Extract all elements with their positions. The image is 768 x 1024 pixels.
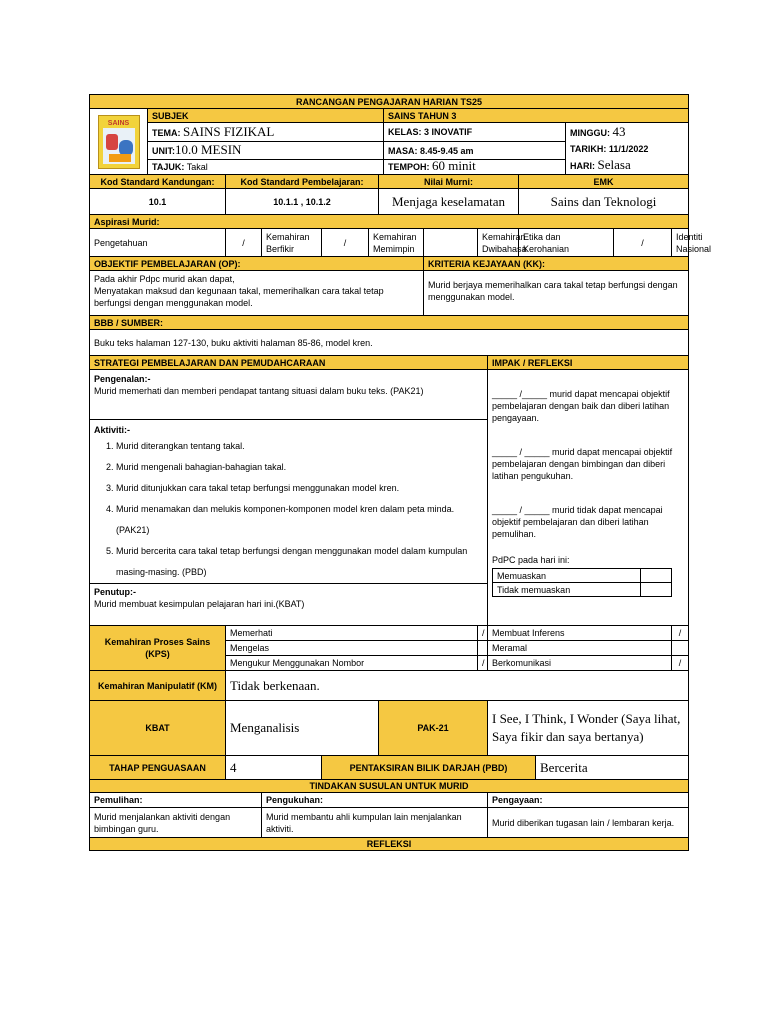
penutup-text: Murid membuat kesimpulan pelajaran hari ini.(KBAT) <box>94 599 305 609</box>
tempoh-label: TEMPOH: <box>388 162 430 173</box>
unit-value: 10.0 MESIN <box>175 142 242 158</box>
masa-cell <box>384 142 566 159</box>
minggu-value: 43 <box>612 124 626 139</box>
impak-p3: _____ / _____ murid tidak dapat mencapai objektif pembelajaran dan diberi latihan pemulihan. <box>492 505 663 539</box>
tidak-memuaskan-checkbox[interactable] <box>641 583 672 597</box>
tarikh-value: 11/1/2022 <box>608 144 649 154</box>
tema-label: TEMA: <box>152 127 181 138</box>
nilai-value: Menjaga keselamatan <box>379 189 519 215</box>
aspirasi-item-3: Kemahiran Dwibahasa <box>478 229 519 257</box>
logo-figure-orange <box>109 154 131 162</box>
bbb-label: BBB / SUMBER: <box>90 316 689 330</box>
ksp-label: Kod Standard Pembelajaran: <box>226 175 379 189</box>
pak21-label: PAK-21 <box>379 701 488 756</box>
tempoh-cell <box>384 159 566 174</box>
pak21-value: I See, I Think, I Wonder (Saya lihat, Saya fikir dan saya bertanya) <box>488 701 689 756</box>
subjek-label: SUBJEK <box>148 109 384 123</box>
tema-cell <box>148 123 384 142</box>
sains-book-logo <box>98 115 140 169</box>
aspirasi-mark-4: / <box>614 229 672 257</box>
hari-value: Selasa <box>597 157 631 172</box>
tema-value: SAINS FIZIKAL <box>183 123 275 139</box>
objektif-line2: Menyatakan maksud dan kegunaan takal, memerihalkan cara takal tetap berfungsi dengan menggunakan model. <box>94 286 384 308</box>
pengenalan-cell <box>90 370 488 420</box>
logo-cell <box>90 109 148 175</box>
penutup-cell <box>90 584 488 626</box>
memuaskan-label: Memuaskan <box>493 569 641 583</box>
lesson-plan-table <box>89 94 712 851</box>
aspirasi-mark-0: / <box>226 229 262 257</box>
pengayaan-text: Murid diberikan tugasan lain / lembaran kerja. <box>488 808 689 838</box>
tahap-label: TAHAP PENGUASAAN <box>90 756 226 780</box>
aspirasi-label: Aspirasi Murid: <box>90 215 689 229</box>
km-value: Tidak berkenaan. <box>226 671 689 701</box>
kps-mark-3 <box>672 641 689 656</box>
kps-item-0: Memerhati <box>226 626 478 641</box>
objektif-line1: Pada akhir Pdpc murid akan dapat, <box>94 274 235 284</box>
kelas-cell <box>384 123 566 142</box>
kps-item-2: Mengelas <box>226 641 478 656</box>
objektif-cell <box>90 271 424 316</box>
objektif-label: OBJEKTIF PEMBELAJARAN (OP): <box>90 257 424 271</box>
aktiviti-item: 4. Murid menamakan dan melukis komponen-komponen model kren dalam peta minda. (PAK21) <box>116 499 483 541</box>
minggu-label: MINGGU: <box>570 128 610 138</box>
aspirasi-item-2: Kemahiran Memimpin <box>369 229 424 257</box>
kps-mark-4: / <box>478 656 488 671</box>
emk-label: EMK <box>519 175 689 189</box>
bbb-text: Buku teks halaman 127-130, buku aktiviti halaman 85-86, model kren. <box>90 330 689 356</box>
kelas-value: 3 INOVATIF <box>424 127 473 138</box>
aktiviti-item: 5. Murid bercerita cara takal tetap berfungsi dengan menggunakan model dalam kumpulan masing-masing. (PBD) <box>116 541 483 583</box>
kps-mark-1: / <box>672 626 689 641</box>
aspirasi-item-4: Etika dan Kerohanian <box>519 229 614 257</box>
logo-figure-red <box>106 134 118 150</box>
kps-mark-2 <box>478 641 488 656</box>
aspirasi-mark-2 <box>424 229 478 257</box>
impak-label: IMPAK / REFLEKSI <box>488 356 689 370</box>
km-label: Kemahiran Manipulatif (KM) <box>90 671 226 701</box>
masa-value: 8.45-9.45 am <box>420 145 474 156</box>
aspirasi-item-0: Pengetahuan <box>90 229 226 257</box>
pengenalan-label: Pengenalan:- <box>94 374 151 384</box>
kriteria-text: Murid berjaya memerihalkan cara takal tetap berfungsi dengan menggunakan model. <box>424 271 689 316</box>
pengayaan-label: Pengayaan: <box>488 793 689 808</box>
pbd-value: Bercerita <box>536 756 689 780</box>
minggu-cell <box>566 123 689 175</box>
aktiviti-list <box>94 436 483 583</box>
tarikh-label: TARIKH: <box>570 144 607 154</box>
pemulihan-label: Pemulihan: <box>90 793 262 808</box>
aktiviti-item: 1. Murid diterangkan tentang takal. <box>116 436 483 457</box>
unit-label: UNIT: <box>152 146 175 157</box>
aspirasi-item-1: Kemahiran Berfikir <box>262 229 322 257</box>
tahap-value: 4 <box>226 756 322 780</box>
kbat-label: KBAT <box>90 701 226 756</box>
aspirasi-item-5: Identiti Nasional <box>672 229 689 257</box>
logo-text: SAINS <box>107 119 130 127</box>
masa-label: MASA: <box>388 145 418 156</box>
pengukuhan-label: Pengukuhan: <box>262 793 488 808</box>
unit-cell <box>148 142 384 159</box>
hari-label: HARI: <box>570 161 595 171</box>
kps-mark-0: / <box>478 626 488 641</box>
tajuk-cell <box>148 159 384 174</box>
refleksi-label: REFLEKSI <box>90 838 689 851</box>
pdpc-box <box>492 568 672 597</box>
kps-item-4: Mengukur Menggunakan Nombor <box>226 656 478 671</box>
kriteria-label: KRITERIA KEJAYAAN (KK): <box>424 257 689 271</box>
nilai-label: Nilai Murni: <box>379 175 519 189</box>
tajuk-value: Takal <box>186 161 208 172</box>
kps-item-3: Meramal <box>488 641 672 656</box>
kbat-value: Menganalisis <box>226 701 379 756</box>
strategi-label: STRATEGI PEMBELAJARAN DAN PEMUDAHCARAAN <box>90 356 488 370</box>
aktiviti-item: 3. Murid ditunjukkan cara takal tetap berfungsi menggunakan model kren. <box>116 478 483 499</box>
tajuk-label: TAJUK: <box>152 161 185 172</box>
pemulihan-text: Murid menjalankan aktiviti dengan bimbingan guru. <box>90 808 262 838</box>
memuaskan-checkbox[interactable] <box>641 569 672 583</box>
document-title: RANCANGAN PENGAJARAN HARIAN TS25 <box>90 95 689 109</box>
kps-label: Kemahiran Proses Sains (KPS) <box>90 626 226 671</box>
ksk-label: Kod Standard Kandungan: <box>90 175 226 189</box>
emk-value: Sains dan Teknologi <box>519 189 689 215</box>
kps-item-5: Berkomunikasi <box>488 656 672 671</box>
impak-p1: _____ /_____ murid dapat mencapai objektif pembelajaran dengan baik dan diberi latihan pengayaan. <box>492 389 670 423</box>
impak-cell <box>488 370 689 626</box>
tindakan-label: TINDAKAN SUSULAN UNTUK MURID <box>90 780 689 793</box>
tempoh-value: 60 minit <box>432 158 476 174</box>
impak-p2: _____ / _____ murid dapat mencapai objektif pembelajaran dengan bimbingan dan diberi latihan pengukuhan. <box>492 447 673 481</box>
penutup-label: Penutup:- <box>94 587 136 597</box>
pbd-label: PENTAKSIRAN BILIK DARJAH (PBD) <box>322 756 536 780</box>
kelas-label: KELAS: <box>388 127 422 138</box>
pengukuhan-text: Murid membantu ahli kumpulan lain menjalankan aktiviti. <box>262 808 488 838</box>
kps-item-1: Membuat Inferens <box>488 626 672 641</box>
kps-mark-5: / <box>672 656 689 671</box>
pdpc-label: PdPC pada hari ini: <box>492 555 570 565</box>
tidak-memuaskan-label: Tidak memuaskan <box>493 583 641 597</box>
aktiviti-item: 2. Murid mengenali bahagian-bahagian takal. <box>116 457 483 478</box>
aspirasi-mark-1: / <box>322 229 369 257</box>
ksk-value: 10.1 <box>90 189 226 215</box>
aktiviti-label: Aktiviti:- <box>94 425 130 435</box>
ksp-value: 10.1.1 , 10.1.2 <box>226 189 379 215</box>
subjek-value: SAINS TAHUN 3 <box>384 109 689 123</box>
aktiviti-cell <box>90 420 488 584</box>
pengenalan-text: Murid memerhati dan memberi pendapat tantang situasi dalam buku teks. (PAK21) <box>94 386 424 396</box>
